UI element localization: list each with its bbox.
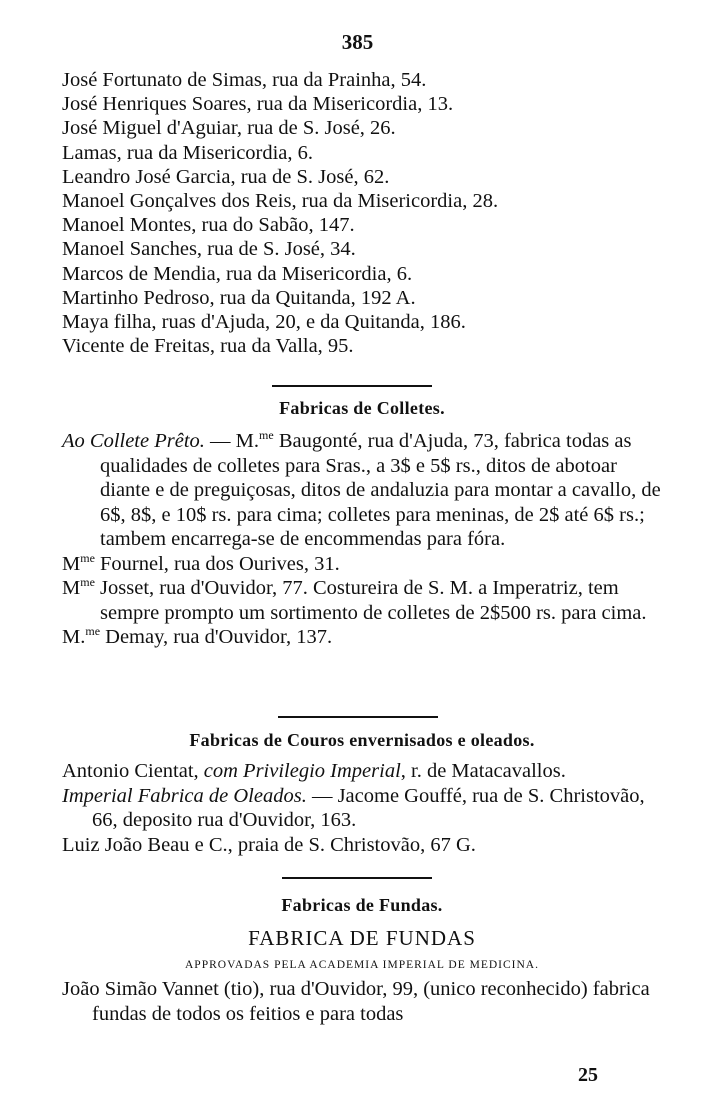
section-divider bbox=[272, 385, 432, 387]
entry bbox=[62, 576, 662, 625]
page-number: 385 bbox=[341, 30, 374, 54]
list-item: José Henriques Soares, rua da Misericordia, 13. bbox=[62, 93, 454, 116]
section-divider bbox=[278, 716, 438, 718]
entry bbox=[62, 759, 662, 784]
entry-text: Demay, rua d'Ouvidor, 137. bbox=[100, 626, 333, 648]
entry bbox=[62, 625, 662, 650]
section-divider bbox=[282, 877, 432, 879]
list-item: Manoel Gonçalves dos Reis, rua da Misericordia, 28. bbox=[62, 190, 499, 213]
section-fundas bbox=[62, 895, 662, 1026]
entry-text: M. bbox=[62, 626, 86, 648]
list-item: Marcos de Mendia, rua da Misericordia, 6. bbox=[62, 262, 413, 285]
section-heading: Fabricas de Colletes. bbox=[279, 398, 445, 418]
superscript: me bbox=[80, 550, 95, 565]
entry: Luiz João Beau e C., praia de S. Christovão, 67 G. bbox=[62, 833, 476, 856]
entry-name: Imperial Fabrica de Oleados. bbox=[62, 784, 307, 807]
superscript: me bbox=[80, 575, 95, 590]
entry-text: M bbox=[62, 577, 81, 599]
entry-text: Fournel, rua dos Ourives, 31. bbox=[94, 552, 340, 575]
names-list bbox=[62, 68, 672, 358]
list-item: José Fortunato de Simas, rua da Prainha, 54. bbox=[62, 69, 427, 91]
signature-mark: 25 bbox=[578, 1064, 598, 1086]
entry bbox=[62, 552, 662, 577]
entry bbox=[62, 429, 662, 552]
list-item: José Miguel d'Aguiar, rua de S. José, 26. bbox=[62, 117, 396, 140]
entry-text: Antonio Cientat, bbox=[62, 760, 204, 782]
list-item: Manoel Montes, rua do Sabão, 147. bbox=[62, 214, 355, 237]
entry: João Simão Vannet (tio), rua d'Ouvidor, 99, (unico reconhecido) fabrica fundas de todos os feitios e para todas bbox=[62, 978, 650, 1025]
entry-text: — M. bbox=[204, 430, 260, 452]
list-item: Vicente de Freitas, rua da Valla, 95. bbox=[62, 335, 354, 358]
superscript: me bbox=[85, 624, 101, 639]
section-couros bbox=[62, 730, 662, 857]
entry bbox=[62, 784, 662, 833]
entry-text: , r. de Matacavallos. bbox=[400, 760, 566, 782]
list-item: Lamas, rua da Misericordia, 6. bbox=[62, 141, 314, 164]
list-item: Manoel Sanches, rua de S. José, 34. bbox=[62, 238, 356, 261]
entry-text: M bbox=[62, 552, 81, 575]
list-item: Maya filha, ruas d'Ajuda, 20, e da Quitanda, 186. bbox=[62, 311, 466, 334]
entry-text: Josset, rua d'Ouvidor, 77. Costureira de S. M. a Imperatriz, tem sempre prompto um sortimento de colletes de 2$500 rs. para cima. bbox=[94, 577, 647, 624]
entry-name: Ao Collete Prêto. bbox=[62, 430, 205, 452]
advert-subtitle: APPROVADAS PELA ACADEMIA IMPERIAL DE MEDICINA. bbox=[185, 959, 539, 971]
entry-text-italic: com Privilegio Imperial bbox=[203, 760, 401, 782]
list-item: Leandro José Garcia, rua de S. José, 62. bbox=[62, 165, 390, 188]
section-heading: Fabricas de Couros envernisados e oleados. bbox=[189, 730, 535, 750]
advert-title: FABRICA DE FUNDAS bbox=[248, 926, 476, 950]
section-heading: Fabricas de Fundas. bbox=[281, 895, 443, 915]
superscript: me bbox=[259, 428, 274, 443]
list-item: Martinho Pedroso, rua da Quitanda, 192 A. bbox=[62, 286, 416, 309]
entry-text: — Jacome Gouffé, rua de S. Christovão, 66, deposito rua d'Ouvidor, 163. bbox=[92, 784, 645, 831]
section-colletes bbox=[62, 398, 662, 650]
entry-text: Baugonté, rua d'Ajuda, 73, fabrica todas as qualidades de colletes para Sras., a 3$ e 5$ rs., ditos de abotoar diante e de preguiçosas, ditos de andaluzia para montar a cavallo, de 6$, 8$, e 10$ rs. para cima; colletes para meninas, de 2$ até 6$ rs.; tambem encarrega-se de encommendas para fóra. bbox=[100, 430, 661, 550]
